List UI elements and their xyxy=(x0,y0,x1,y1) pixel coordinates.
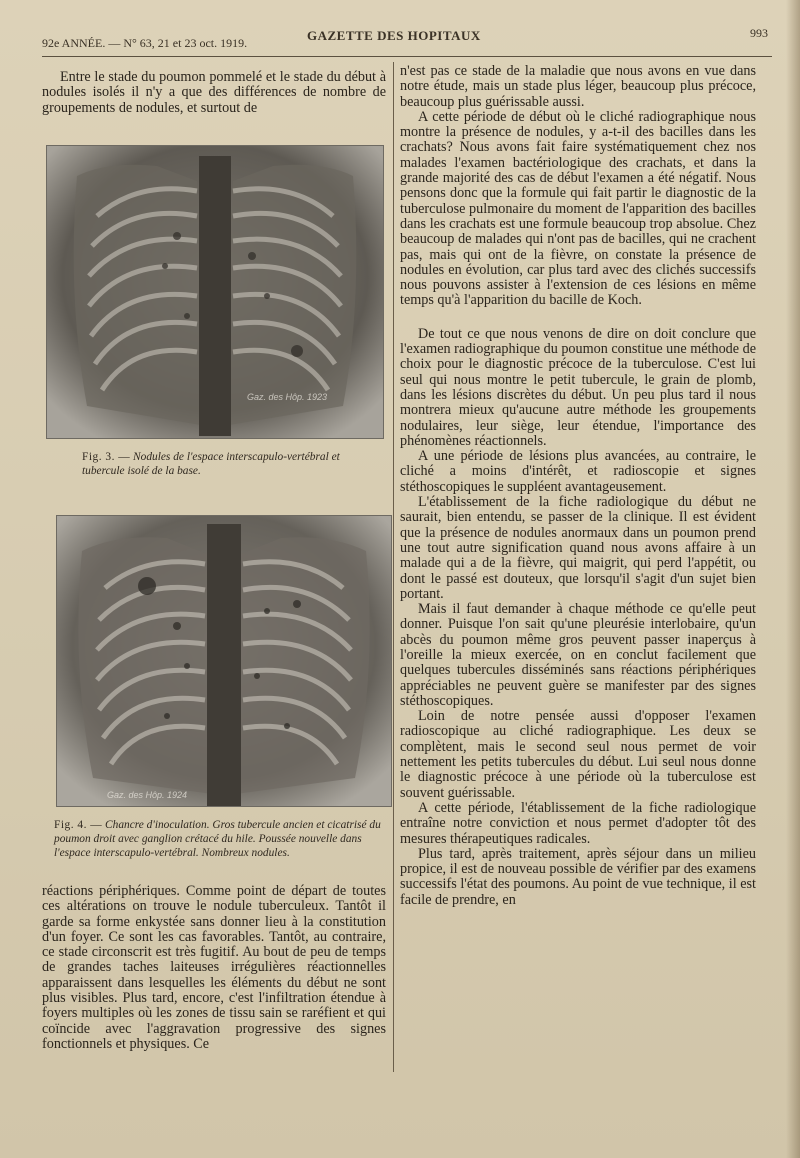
figure-3-watermark: Gaz. des Hôp. 1923 xyxy=(247,392,328,402)
left-column-bottom xyxy=(42,884,386,1052)
page-spine-shadow xyxy=(786,0,800,1158)
left-top-paragraph: Entre le stade du poumon pommelé et le stade du début à nodules isolés il n'y a que des différences de nombre de groupements de nodules, et surtout de xyxy=(42,69,386,116)
right-paragraph-3: De tout ce que nous venons de dire on doit conclure que l'examen radiographique du poumon constitue une méthode de choix pour le diagnostic précoce de la tuberculose. C'est lui seul qui nous montre le petit tubercule, le grain de plomb, dans les lésions discrètes du début. Un peu plus tard il nous montrera mieux qu'aucune autre méthode les groupements nodulaires, leur siège, leur étendue, l'importance des phénomènes réactionnels. xyxy=(400,325,756,449)
figure-3-label: Fig. 3. — xyxy=(82,451,131,463)
left-column-top xyxy=(42,70,386,116)
figure-4-caption-text: Chancre d'inoculation. Gros tubercule ancien et cicatrisé du poumon droit avec ganglion crétacé du hile. Poussée nouvelle dans l'espace interscapulo-vertébral. Nombreux nodules. xyxy=(54,819,381,859)
figure-4-caption xyxy=(54,818,384,860)
right-paragraph-1: n'est pas ce stade de la maladie que nous avons en vue dans notre étude, mais un stade plus léger, beaucoup plus précoce, beaucoup plus guérissable aussi. xyxy=(400,63,756,110)
right-paragraph-5: L'établissement de la fiche radiologique du début ne saurait, bien entendu, se passer de la clinique. Il est évident que la présence de nodules anormaux dans un poumon prend une tout autre signification quand nous avons affaire à un malade qui a de la fièvre, qui maigrit, qui perd l'appétit, ou dont le passé est douteux, que lorsqu'il s'agit d'un sujet bien portant. xyxy=(400,494,756,602)
column-rule xyxy=(393,62,394,1072)
right-paragraph-4: A une période de lésions plus avancées, au contraire, le cliché a moins d'intérêt, et radioscopie et signes stéthoscopiques le suppléent avantageusement. xyxy=(400,448,756,495)
figure-3-radiograph xyxy=(46,145,384,439)
figure-3-caption xyxy=(82,450,372,478)
figure-3-xray-drawing xyxy=(47,146,383,438)
figure-3-caption-text: Nodules de l'espace interscapulo-vertébral et tubercule isolé de la base. xyxy=(82,451,340,477)
right-paragraph-2: A cette période de début où le cliché radiographique nous montre la présence de nodules, y a-t-il des bacilles dans les crachats? Nous avons fait faire systématiquement chez nos malades l'examen bactériologique des crachats, et dans la grande majorité des cas de début l'examen a été négatif. Nous pensons donc que la formule qui fait partir le diagnostic de la tuberculose pulmonaire du moment de l'apparition des bacilles dans les crachats est une formule beaucoup trop absolue. Chez beaucoup de malades qui n'ont pas de bacilles, qui ne crachent pas, mais qui ont de la fièvre, on constate la présence de nodules en évolution, car plus tard avec des clichés successifs nous pouvons assister à l'extension de ces lésions en même temps qu'à l'apparition du bacille de Koch. xyxy=(400,108,756,309)
running-head xyxy=(42,24,772,50)
figure-4-radiograph xyxy=(56,515,392,807)
figure-4-label: Fig. 4. — xyxy=(54,819,103,831)
left-bottom-paragraph: réactions périphériques. Comme point de départ de toutes ces altérations on trouve le nodule tuberculeux. Tantôt il garde sa forme enkystée sans donner lieu à la constitution d'un foyer. Ce sont les cas favorables. Tantôt, au contraire, ce stade circonscrit est très fugitif. Au bout de peu de temps de grandes taches laiteuses irrégulières réactionnelles apparaissent dans lesquelles les éléments du début ne sont plus visibles. Plus tard, encore, c'est l'infiltration étendue à foyers multiples où les zones de tissu sain se raréfient et qui coïncide avec l'aggravation progressive des signes fonctionnels et physiques. Ce xyxy=(42,883,386,1052)
figure-4-xray-drawing xyxy=(57,516,391,806)
right-paragraph-8: A cette période, l'établissement de la fiche radiologique entraîne notre conviction et nous permet d'adopter tôt des mesures thérapeutiques radicales. xyxy=(400,799,756,847)
figure-4-watermark: Gaz. des Hôp. 1924 xyxy=(107,790,188,800)
right-paragraph-9: Plus tard, après traitement, après séjour dans un milieu propice, il est de nouveau possible de vérifier par des examens successifs l'état des poumons. Au point de vue technique, il est facile de prendre, en xyxy=(400,845,756,908)
right-paragraph-7: Loin de notre pensée aussi d'opposer l'examen radioscopique au cliché radiographique. Les deux se complètent, mais le second seul nous permet de voir nettement les petits tubercules du début. Lui seul nous donne le diagnostic précoce à une période où la tuberculose est souvent guérissable. xyxy=(400,708,756,801)
right-paragraph-6: Mais il faut demander à chaque méthode ce qu'elle peut donner. Puisque l'on sait qu'une pleurésie interlobaire, qu'un abcès du poumon même gros peuvent passer inaperçus à l'oreille la mieux exercée, on en conclut facilement que quelques tubercules disséminés sans réactions périphériques appréciables ne peuvent guère se manifester par des signes stéthoscopiques. xyxy=(400,601,756,709)
header-rule xyxy=(42,56,772,57)
page-number: 993 xyxy=(750,26,768,40)
right-column xyxy=(400,64,756,908)
issue-info: 92e ANNÉE. — N° 63, 21 et 23 oct. 1919. xyxy=(42,36,248,50)
journal-title: GAZETTE DES HOPITAUX xyxy=(307,28,481,43)
